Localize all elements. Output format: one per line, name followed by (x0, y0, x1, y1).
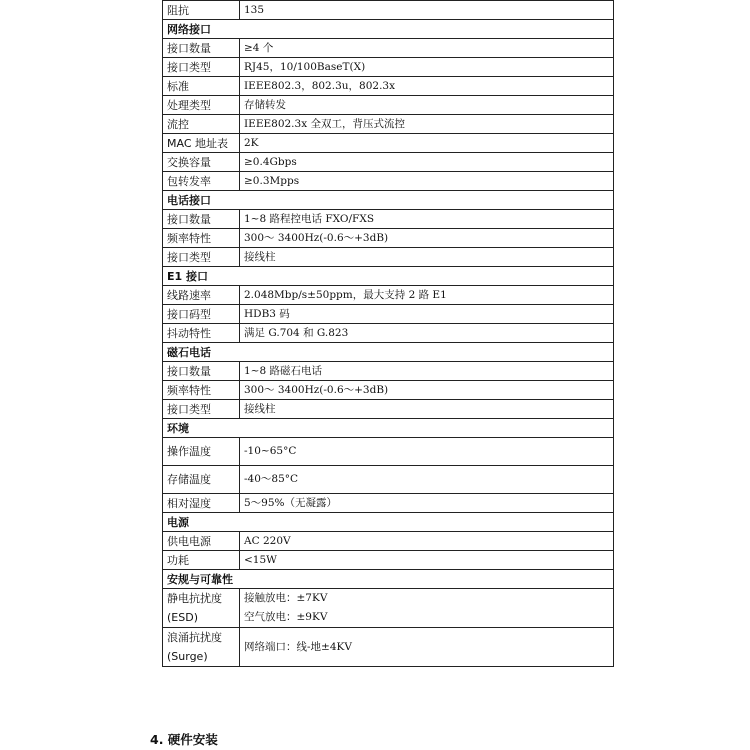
spec-label: 供电电源 (163, 532, 240, 551)
section-row (163, 20, 614, 39)
spec-label: 标准 (163, 77, 240, 96)
spec-label: 频率特性 (163, 381, 240, 400)
spec-row (163, 58, 614, 77)
section-row (163, 191, 614, 210)
section-row (163, 343, 614, 362)
spec-label: 阻抗 (163, 1, 240, 20)
spec-value: 5～95%（无凝露） (240, 494, 614, 513)
section-title: 磁石电话 (163, 343, 614, 362)
spec-label: 接口数量 (163, 39, 240, 58)
spec-value: 1~8 路磁石电话 (240, 362, 614, 381)
spec-row (163, 400, 614, 419)
spec-value: ≥4 个 (240, 39, 614, 58)
spec-label: 包转发率 (163, 172, 240, 191)
section-title: 电源 (163, 513, 614, 532)
section-row (163, 419, 614, 438)
spec-value: 接线柱 (240, 248, 614, 267)
spec-value: 存储转发 (240, 96, 614, 115)
spec-label: 接口数量 (163, 362, 240, 381)
spec-label-line: (Surge) (167, 650, 208, 663)
spec-row (163, 39, 614, 58)
spec-label: 接口数量 (163, 210, 240, 229)
spec-label: 频率特性 (163, 229, 240, 248)
spec-label: 线路速率 (163, 286, 240, 305)
spec-label (163, 628, 240, 667)
spec-row (163, 381, 614, 400)
spec-value-line: 网络端口：线-地±4KV (244, 640, 352, 653)
spec-label: 处理类型 (163, 96, 240, 115)
spec-value: 135 (240, 1, 614, 20)
spec-row (163, 210, 614, 229)
spec-label: 功耗 (163, 551, 240, 570)
spec-value: ≥0.3Mpps (240, 172, 614, 191)
spec-row (163, 532, 614, 551)
spec-value: 300～ 3400Hz(-0.6～+3dB) (240, 229, 614, 248)
spec-label: 操作温度 (163, 438, 240, 466)
spec-value: RJ45，10/100BaseT(X) (240, 58, 614, 77)
spec-label (163, 589, 240, 628)
spec-value: 300～ 3400Hz(-0.6～+3dB) (240, 381, 614, 400)
section-row (163, 570, 614, 589)
spec-label: 接口类型 (163, 58, 240, 77)
spec-row (163, 286, 614, 305)
spec-row (163, 229, 614, 248)
spec-table-body (163, 1, 614, 667)
spec-value: IEEE802.3x 全双工，背压式流控 (240, 115, 614, 134)
spec-row (163, 134, 614, 153)
spec-row (163, 96, 614, 115)
section-row (163, 513, 614, 532)
spec-value (240, 628, 614, 667)
spec-row (163, 362, 614, 381)
spec-row-multiline (163, 628, 614, 667)
spec-row (163, 305, 614, 324)
spec-value: 1~8 路程控电话 FXO/FXS (240, 210, 614, 229)
spec-value (240, 589, 614, 628)
section-row (163, 267, 614, 286)
spec-value: IEEE802.3，802.3u，802.3x (240, 77, 614, 96)
spec-row (163, 77, 614, 96)
spec-row (163, 1, 614, 20)
spec-label-line: 静电抗扰度 (167, 592, 222, 605)
spec-value: 2.048Mbp/s±50ppm，最大支持 2 路 E1 (240, 286, 614, 305)
spec-row-multiline (163, 589, 614, 628)
spec-label-line: (ESD) (167, 611, 198, 624)
section-title: 安规与可靠性 (163, 570, 614, 589)
spec-value: 满足 G.704 和 G.823 (240, 324, 614, 343)
spec-label: 接口类型 (163, 400, 240, 419)
spec-value-line: 接触放电：±7KV (244, 592, 328, 604)
spec-value: AC 220V (240, 532, 614, 551)
spec-row (163, 153, 614, 172)
spec-label-line: 浪涌抗扰度 (167, 631, 222, 644)
spec-row (163, 494, 614, 513)
section-heading: 4. 硬件安装 (150, 732, 218, 747)
spec-label: 流控 (163, 115, 240, 134)
spec-label: 相对湿度 (163, 494, 240, 513)
section-title: 环境 (163, 419, 614, 438)
spec-value: ≥0.4Gbps (240, 153, 614, 172)
spec-row (163, 172, 614, 191)
spec-value: <15W (240, 551, 614, 570)
spec-value: HDB3 码 (240, 305, 614, 324)
spec-row (163, 324, 614, 343)
spec-label: 交换容量 (163, 153, 240, 172)
spec-label: MAC 地址表 (163, 134, 240, 153)
spec-label: 接口类型 (163, 248, 240, 267)
spec-value-line: 空气放电：±9KV (244, 611, 328, 623)
spec-label: 抖动特性 (163, 324, 240, 343)
spec-row (163, 248, 614, 267)
spec-value: -40～85°C (240, 466, 614, 494)
spec-label: 存储温度 (163, 466, 240, 494)
spec-row (163, 438, 614, 466)
spec-row (163, 115, 614, 134)
spec-row (163, 551, 614, 570)
spec-value: 接线柱 (240, 400, 614, 419)
section-title: 电话接口 (163, 191, 614, 210)
spec-table (162, 0, 614, 667)
spec-label: 接口码型 (163, 305, 240, 324)
section-title: 网络接口 (163, 20, 614, 39)
spec-row (163, 466, 614, 494)
spec-value: 2K (240, 134, 614, 153)
section-title: E1 接口 (163, 267, 614, 286)
spec-value: -10~65°C (240, 438, 614, 466)
